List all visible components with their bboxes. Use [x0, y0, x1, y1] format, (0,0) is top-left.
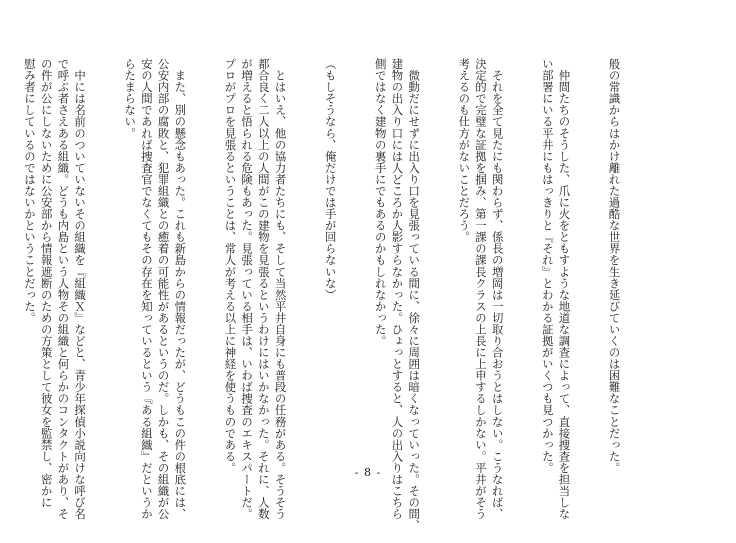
paragraph: それを全て見たにも関わらず、係長の増岡は一切取り合おうとはしない。こうなれば、 決定的で完璧な証拠を掴み、第一課の課長クラスの上長に上申するしかない。平井がそう 考えるのも仕方がないことだろう。	[457, 58, 505, 520]
paragraph: 微動だにせずに出入り口を見張っている間に、徐々に周囲は暗くなっていった。その間、 建物の出入り口には人どころか人影すらなかった。ひょっとすると、人の出入りはこちら 側ではなく建物の裏手にでもあるのかもしれなかった。	[373, 58, 422, 532]
paragraph: 中には名前のついていないその組織を『組織Ｘ』などと、青少年探偵小説向けな呼び名 で呼ぶ者さえある組織。どうも内島という人物その組織と何らかのコンタクトがあり、そ の件が公にしないために公安部から情報遮断のための方策として彼女を監禁し、密かに 慰み者にしているのではないかということだった。	[22, 58, 88, 520]
paragraph: 仲間たちのそうした、爪に火をともすような地道な調査によって、直接捜査を担当しな い部署にいる平井にもはっきりと『それ』とわかる証拠がいくつも見つかった。	[540, 58, 572, 520]
paragraph: （もしそうなら、俺だけでは手が回らないな）	[323, 58, 338, 301]
paragraph: 般の常識からはかけ離れた過酷な世界を生き延びていくのは困難なことだった。	[607, 58, 622, 474]
paragraph: とはいえ、他の協力者たちにも、そして当然平井自身にも普段の任務がある。そうそう 都合良く二人以上の人間がこの建物を見張るというわけにはいかなかった。それに、人数 が増えると悟られる危険もあった。見張っている相手は、いわば捜査のエキスパートだ。 プロがプロを見張るということは、常人が考える以上に神経を使うものである。	[223, 58, 288, 520]
novel-body-text	[0, 58, 656, 532]
page-number: - 8 -	[354, 466, 382, 479]
paragraph: また、別の懸念もあった。これも新島からの情報だったが、どうもこの件の根底には、 公安内部の腐敗と、犯罪組織との癒着の可能性があるというのだ。しかも、その組織が公 安の人間であれば捜査官でなくてもその存在を知っているという『ある組織』だというか らたまらない。	[123, 58, 188, 520]
